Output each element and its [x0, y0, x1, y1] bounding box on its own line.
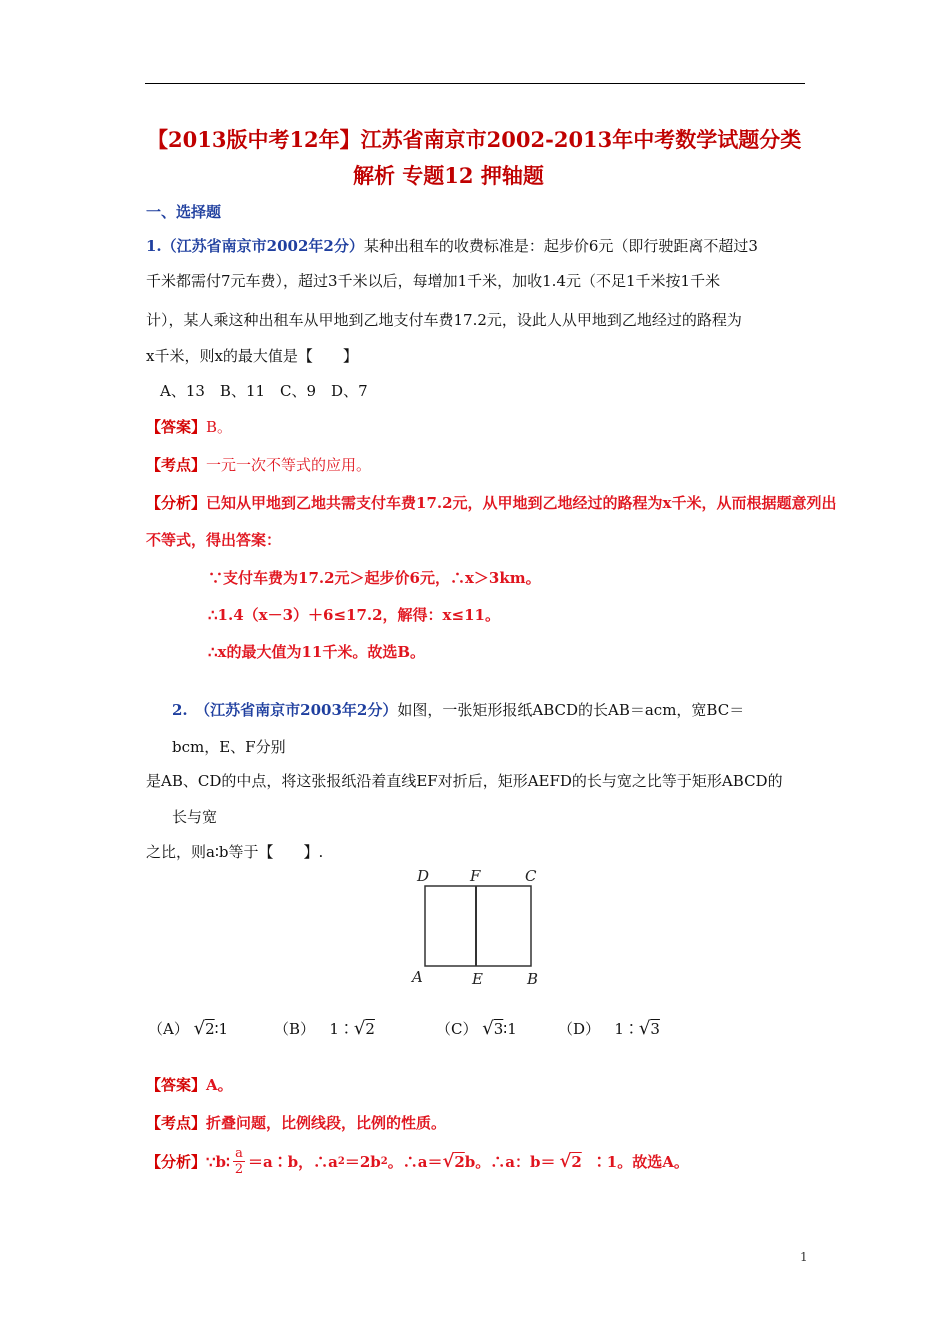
analysis-end: ∶1。故选A。	[591, 1153, 689, 1171]
q1-step-1: ∵支付车费为17.2元＞起步价6元，∴x＞3km。	[208, 569, 541, 587]
q1-line-4: x千米，则x的最大值是【 】	[146, 347, 358, 365]
option-b-label: （B）	[274, 1020, 316, 1038]
q2-point	[146, 1112, 446, 1133]
root-end-radicand: 2	[571, 1152, 582, 1171]
option-d-head: 1∶	[614, 1020, 639, 1038]
answer-value: B。	[206, 418, 233, 436]
q2-analysis	[146, 1146, 689, 1177]
label-c: C	[525, 867, 537, 885]
analysis-label: 【分析】	[146, 494, 207, 512]
q2-text-1: 如图，一张矩形报纸ABCD的长AB＝acm，宽BC＝	[397, 701, 745, 719]
sqrt-icon: √	[559, 1151, 572, 1172]
answer-label: 【答案】	[146, 1076, 207, 1094]
q2-source: 2. （江苏省南京市2003年2分）	[172, 701, 398, 719]
sqrt-icon: √	[442, 1151, 455, 1172]
rectangle-diagram	[400, 865, 560, 990]
analysis-mid-4: b。∴a：b＝	[464, 1153, 556, 1171]
q1-line-2: 千米都需付7元车费），超过3千米以后，每增加1千米，加收1.4元（不足1千米按1千米	[146, 272, 721, 290]
option-a-label: （A）	[148, 1020, 189, 1038]
point-label: 【考点】	[146, 456, 207, 474]
sqrt-icon: √	[353, 1018, 366, 1039]
label-e: E	[472, 970, 483, 988]
q2-line-1	[172, 699, 744, 720]
rectangle-abcd	[425, 886, 531, 966]
q1-step-2: ∴1.4（x－3）＋6≤17.2，解得：x≤11。	[208, 606, 500, 624]
root-b-radicand: 2	[454, 1152, 465, 1171]
option-a-radicand: 2	[205, 1020, 215, 1038]
q2-answer	[146, 1074, 233, 1095]
analysis-mid-2: ＝2b	[344, 1153, 381, 1171]
analysis-text-1: 已知从甲地到乙地共需支付车费17.2元，从甲地到乙地经过的路程为x千米，从而根据题意列出	[206, 494, 837, 512]
point-label: 【考点】	[146, 1114, 207, 1132]
q1-options: A、13 B、11 C、9 D、7	[160, 382, 368, 400]
q1-text-1: 某种出租车的收费标准是：起步价6元（即行驶距离不超过3	[363, 237, 758, 255]
analysis-pre: ∵b∶	[206, 1152, 230, 1171]
option-c-tail: ∶1	[503, 1020, 517, 1038]
option-c-radicand: 3	[493, 1020, 504, 1038]
option-d-radicand: 3	[650, 1020, 660, 1038]
q2-option-c	[436, 1018, 517, 1039]
option-a-tail: ∶1	[214, 1020, 229, 1038]
option-b-radicand: 2	[365, 1020, 375, 1038]
point-value: 折叠问题，比例线段，比例的性质。	[206, 1114, 447, 1132]
fraction-numerator: a	[235, 1146, 243, 1161]
label-f: F	[470, 867, 481, 885]
fraction-denominator: 2	[234, 1162, 244, 1177]
sqrt-icon: √	[638, 1018, 651, 1039]
analysis-mid-3: 。∴a＝	[387, 1153, 443, 1171]
option-b-head: 1∶	[329, 1020, 354, 1038]
q1-line-3: 计），某人乘这种出租车从甲地到乙地支付车费17.2元，设此人从甲地到乙地经过的路程为	[146, 311, 742, 329]
analysis-mid: ＝a∶b，∴a	[247, 1153, 338, 1171]
q1-step-3: ∴x的最大值为11千米。故选B。	[208, 643, 426, 661]
q2-line-3: 是AB、CD的中点，将这张报纸沿着直线EF对折后，矩形AEFD的长与宽之比等于矩形ABCD的	[146, 772, 783, 790]
label-a: A	[412, 968, 423, 986]
q2-option-d	[558, 1018, 660, 1039]
q1-line-1	[146, 235, 758, 256]
analysis-label: 【分析】	[146, 1153, 207, 1171]
section-heading: 一、选择题	[146, 203, 222, 221]
option-d-label: （D）	[558, 1020, 601, 1038]
q2-option-b	[274, 1018, 375, 1039]
sqrt-icon: √	[193, 1018, 206, 1039]
header-rule	[145, 83, 805, 84]
q2-option-a	[148, 1018, 228, 1039]
option-c-label: （C）	[436, 1020, 478, 1038]
exponent-1: 2	[337, 1156, 345, 1167]
q1-answer	[146, 416, 232, 437]
answer-label: 【答案】	[146, 418, 207, 436]
label-b: B	[527, 970, 539, 988]
q2-line-5: 之比，则a∶b等于【 】.	[146, 843, 324, 861]
sqrt-icon: √	[482, 1018, 494, 1039]
answer-value: A。	[206, 1076, 233, 1094]
page-title-line-2: 解析 专题12 押轴题	[353, 163, 544, 188]
page-number: 1	[800, 1250, 808, 1264]
point-value: 一元一次不等式的应用。	[206, 456, 372, 474]
label-d: D	[417, 867, 430, 885]
q1-source: 1.（江苏省南京市2002年2分）	[146, 237, 364, 255]
fraction	[233, 1146, 245, 1177]
q2-line-4: 长与宽	[172, 808, 218, 826]
q2-line-2: bcm，E、F分别	[172, 738, 286, 756]
q1-analysis-line-2: 不等式，得出答案：	[146, 531, 282, 549]
page-title-line-1: 【2013版中考12年】江苏省南京市2002-2013年中考数学试题分类	[147, 127, 802, 152]
q1-point	[146, 454, 371, 475]
q1-analysis	[146, 492, 837, 513]
exponent-2: 2	[380, 1156, 388, 1167]
